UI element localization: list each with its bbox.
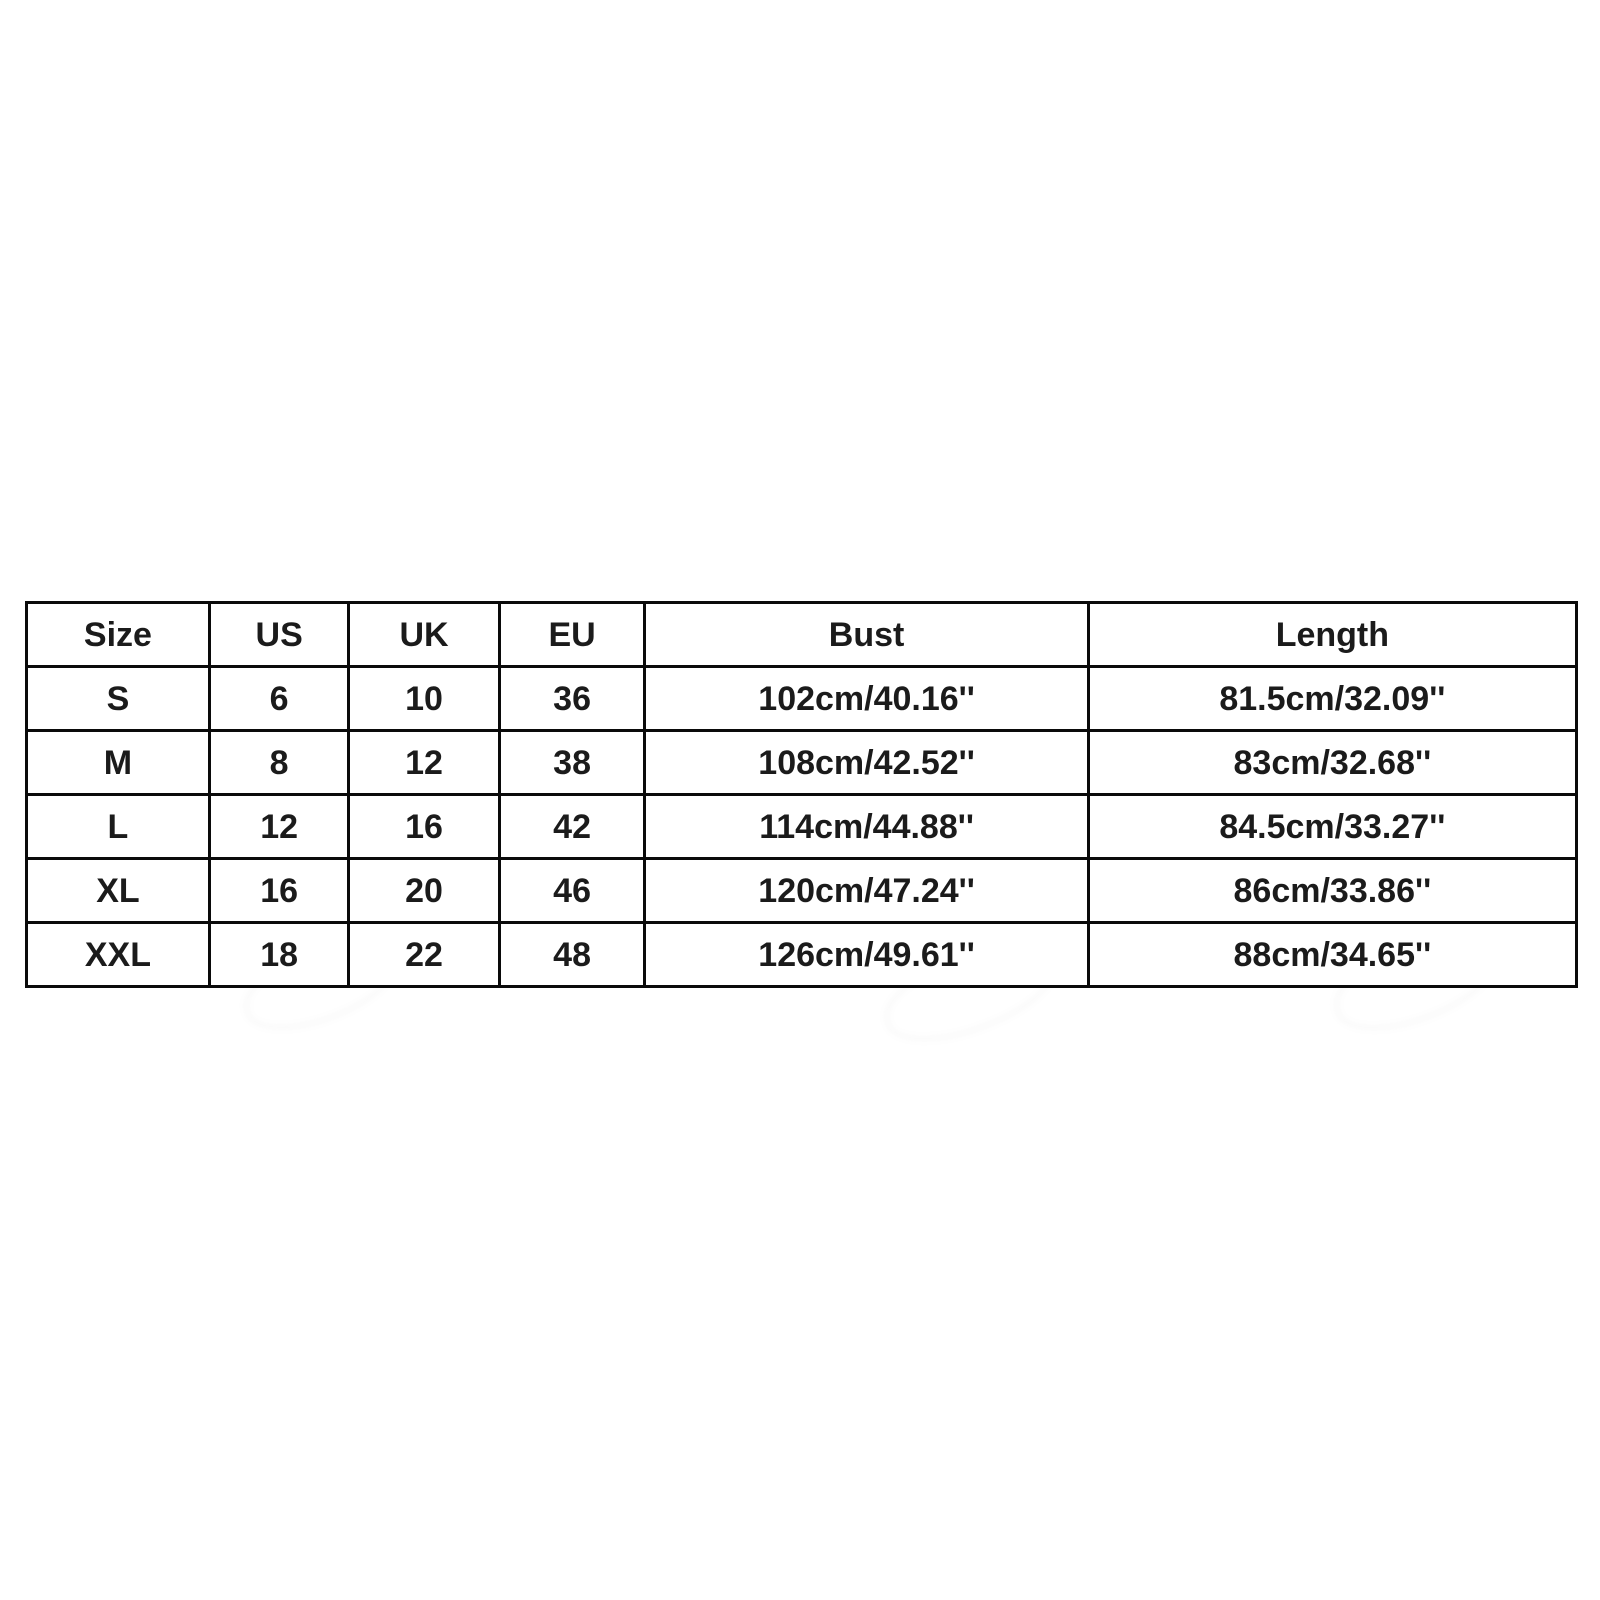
cell-eu: 36 [499,667,645,731]
cell-uk: 16 [349,795,499,859]
table-row-m [27,731,1577,795]
cell-bust: 126cm/49.61'' [645,923,1088,987]
cell-uk: 22 [349,923,499,987]
cell-length: 86cm/33.86'' [1088,859,1576,923]
column-header-size: Size [27,603,210,667]
cell-size: L [27,795,210,859]
cell-us: 8 [209,731,349,795]
cell-bust: 120cm/47.24'' [645,859,1088,923]
column-header-length: Length [1088,603,1576,667]
cell-size: M [27,731,210,795]
column-header-us: US [209,603,349,667]
cell-uk: 10 [349,667,499,731]
cell-bust: 114cm/44.88'' [645,795,1088,859]
cell-length: 81.5cm/32.09'' [1088,667,1576,731]
cell-eu: 48 [499,923,645,987]
cell-eu: 38 [499,731,645,795]
column-header-uk: UK [349,603,499,667]
cell-us: 6 [209,667,349,731]
cell-us: 18 [209,923,349,987]
table-row-xxl [27,923,1577,987]
cell-eu: 42 [499,795,645,859]
table-row-xl [27,859,1577,923]
cell-size: XL [27,859,210,923]
column-header-bust: Bust [645,603,1088,667]
cell-length: 84.5cm/33.27'' [1088,795,1576,859]
table-row-l [27,795,1577,859]
cell-eu: 46 [499,859,645,923]
column-header-eu: EU [499,603,645,667]
cell-bust: 102cm/40.16'' [645,667,1088,731]
header-row [27,603,1577,667]
cell-size: S [27,667,210,731]
table-row-s [27,667,1577,731]
cell-bust: 108cm/42.52'' [645,731,1088,795]
cell-us: 12 [209,795,349,859]
cell-uk: 20 [349,859,499,923]
size-chart-table [25,601,1578,988]
cell-length: 83cm/32.68'' [1088,731,1576,795]
cell-size: XXL [27,923,210,987]
cell-uk: 12 [349,731,499,795]
cell-length: 88cm/34.65'' [1088,923,1576,987]
cell-us: 16 [209,859,349,923]
